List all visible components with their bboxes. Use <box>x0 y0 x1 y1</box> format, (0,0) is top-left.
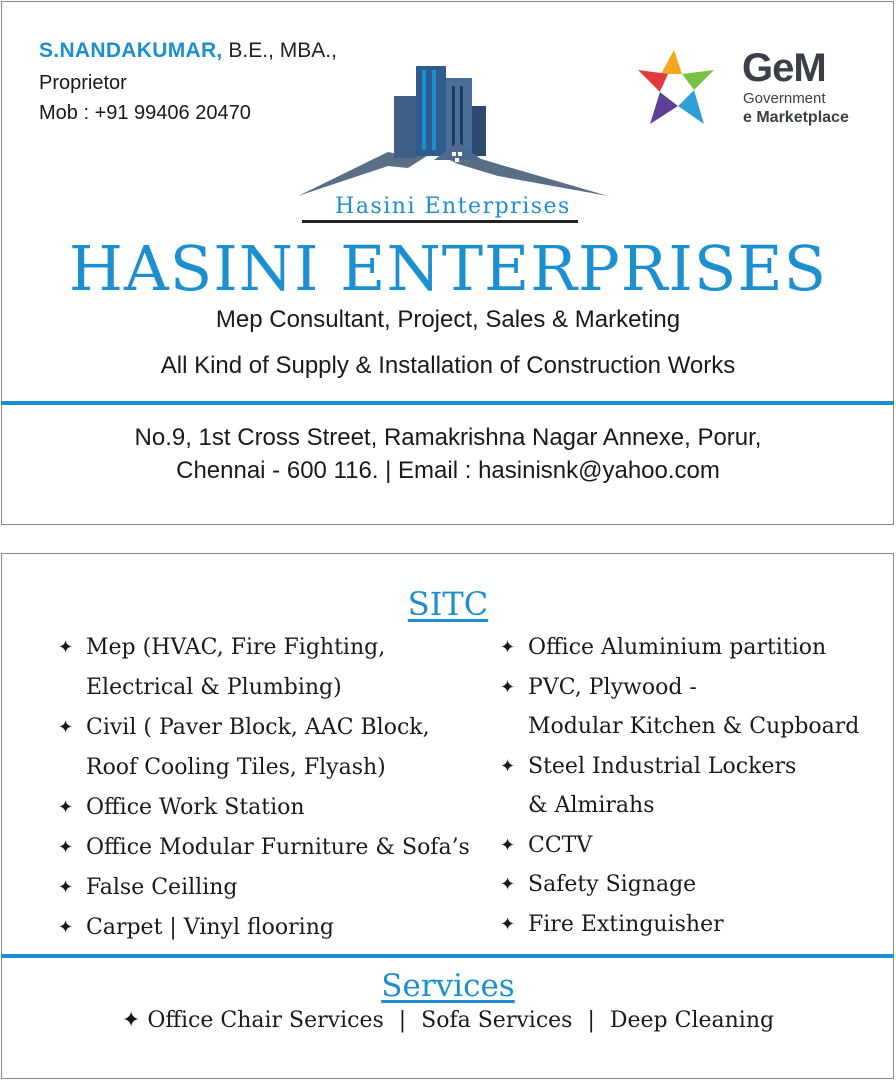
star-bullet-icon: ✦ <box>500 676 516 698</box>
star-bullet-icon: ✦ <box>58 797 74 818</box>
star-bullet-icon: ✦ <box>58 837 74 858</box>
sitc-heading: SITC <box>407 585 489 623</box>
company-title: HASINI ENTERPRISES <box>68 232 828 305</box>
gem-title: GeM <box>742 46 826 90</box>
star-bullet-icon: ✦ <box>500 755 516 777</box>
list-item-text: Carpet | Vinyl flooring <box>86 915 334 940</box>
services-heading: Services <box>381 968 515 1004</box>
proprietor-name-line <box>39 39 337 63</box>
star-bullet-icon: ✦ <box>500 834 516 856</box>
sitc-list-left <box>58 628 470 948</box>
list-item-text: Mep (HVAC, Fire Fighting, <box>86 635 386 660</box>
list-item <box>500 707 859 747</box>
list-item-text: CCTV <box>528 832 593 858</box>
qualifications: B.E., MBA., <box>222 39 337 62</box>
sitc-list-right <box>500 628 859 944</box>
star-bullet-icon: ✦ <box>58 637 74 658</box>
list-item <box>58 908 470 948</box>
list-item-text: Civil ( Paver Block, AAC Block, <box>86 715 430 740</box>
list-item-text: Office Work Station <box>86 795 305 820</box>
proprietor-role: Proprietor <box>39 72 127 94</box>
list-item <box>58 828 470 868</box>
list-item <box>500 668 859 708</box>
services-list <box>0 1008 896 1033</box>
list-item-text: Roof Cooling Tiles, Flyash) <box>86 755 386 780</box>
list-item <box>500 826 859 866</box>
list-item <box>500 905 859 945</box>
logo-company-name: Hasini Enterprises <box>335 194 571 219</box>
service-item: Deep Cleaning <box>609 1008 775 1033</box>
logo-underline <box>302 220 578 223</box>
divider <box>1 401 894 405</box>
list-item <box>58 708 470 748</box>
list-item <box>500 786 859 826</box>
list-item <box>500 747 859 787</box>
address-line-1: No.9, 1st Cross Street, Ramakrishna Nagar Annexe, Porur, <box>134 424 762 451</box>
list-item <box>58 868 470 908</box>
list-item <box>58 748 470 788</box>
star-bullet-icon: ✦ <box>58 917 74 938</box>
list-item <box>58 668 470 708</box>
list-item-text: Fire Extinguisher <box>528 911 724 937</box>
list-item-text: Safety Signage <box>528 872 697 897</box>
list-item-text: Electrical & Plumbing) <box>86 675 342 700</box>
list-item <box>58 628 470 668</box>
service-item: Sofa Services <box>421 1008 573 1033</box>
tagline-services: Mep Consultant, Project, Sales & Marketing <box>215 306 681 333</box>
star-bullet-icon: ✦ <box>500 913 516 935</box>
list-item <box>500 628 859 668</box>
list-item-text: & Almirahs <box>528 793 655 818</box>
list-item-text: PVC, Plywood - <box>528 674 697 700</box>
list-item-text: Office Aluminium partition <box>528 635 827 660</box>
list-item-text: False Ceilling <box>86 875 238 900</box>
tagline-supply: All Kind of Supply & Installation of Construction Works <box>160 352 736 379</box>
star-bullet-icon: ✦ <box>121 1008 141 1033</box>
star-bullet-icon: ✦ <box>500 637 516 658</box>
star-bullet-icon: ✦ <box>58 717 74 738</box>
list-item-text: Steel Industrial Lockers <box>528 753 797 779</box>
star-bullet-icon: ✦ <box>58 877 74 898</box>
address-line-2: Chennai - 600 116. | Email : hasinisnk@yahoo.com <box>176 457 720 484</box>
list-item-text: Office Modular Furniture & Sofa’s <box>86 835 470 860</box>
gem-subtitle-marketplace: e Marketplace <box>743 109 849 126</box>
service-item: Office Chair Services <box>147 1008 384 1033</box>
list-item <box>58 788 470 828</box>
separator: | <box>587 1008 595 1033</box>
proprietor-name: S.NANDAKUMAR, <box>39 39 223 62</box>
divider <box>1 954 894 958</box>
list-item <box>500 865 859 905</box>
gem-subtitle-government: Government <box>743 90 826 107</box>
star-bullet-icon: ✦ <box>500 874 516 895</box>
list-item-text: Modular Kitchen & Cupboard <box>528 714 860 739</box>
mobile-number: Mob : +91 99406 20470 <box>39 102 251 124</box>
separator: | <box>398 1008 407 1033</box>
